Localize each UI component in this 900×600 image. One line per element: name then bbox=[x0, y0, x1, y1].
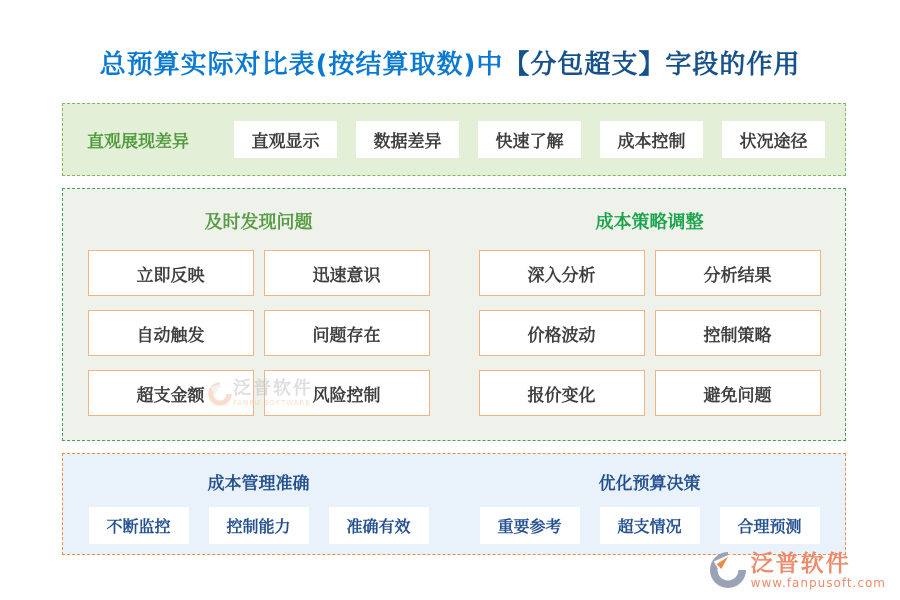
button-quick-understand[interactable]: 快速了解 bbox=[478, 121, 581, 158]
button-risk-control[interactable]: 风险控制 bbox=[264, 370, 430, 416]
logo-text-block bbox=[751, 551, 886, 590]
column-cost-strategy bbox=[454, 189, 845, 440]
button-auto-trigger[interactable]: 自动触发 bbox=[88, 310, 254, 356]
column-budget-decision bbox=[454, 454, 845, 554]
section-visual-difference bbox=[62, 103, 846, 176]
button-important-reference[interactable]: 重要参考 bbox=[480, 507, 580, 544]
column-budget-decision-row bbox=[480, 507, 820, 544]
column-budget-decision-header: 优化预算决策 bbox=[598, 474, 701, 494]
button-analysis-result[interactable]: 分析结果 bbox=[655, 250, 821, 296]
button-data-difference[interactable]: 数据差异 bbox=[356, 121, 459, 158]
button-immediate-reflect[interactable]: 立即反映 bbox=[88, 250, 254, 296]
column-cost-strategy-header: 成本策略调整 bbox=[595, 212, 704, 233]
fanpu-logo[interactable] bbox=[709, 551, 886, 590]
fanpu-logo-mark-icon bbox=[709, 551, 747, 589]
watermark-subtext: FANPU SOFTWARE bbox=[233, 399, 311, 407]
page-title-main: 总预算实际对比表(按结算取数)中 bbox=[99, 50, 504, 80]
button-control-ability[interactable]: 控制能力 bbox=[209, 507, 309, 544]
button-status-channel[interactable]: 状况途径 bbox=[722, 121, 825, 158]
button-price-fluctuation[interactable]: 价格波动 bbox=[479, 310, 645, 356]
button-quote-change[interactable]: 报价变化 bbox=[479, 370, 645, 416]
button-avoid-problem[interactable]: 避免问题 bbox=[655, 370, 821, 416]
section1-label: 直观展现差异 bbox=[87, 132, 189, 152]
button-problem-exists[interactable]: 问题存在 bbox=[264, 310, 430, 356]
button-accurate-effective[interactable]: 准确有效 bbox=[329, 507, 429, 544]
button-control-strategy[interactable]: 控制策略 bbox=[655, 310, 821, 356]
logo-url[interactable]: www.fanpusoft.com bbox=[750, 576, 886, 590]
button-overspend-status[interactable]: 超支情况 bbox=[600, 507, 700, 544]
column-find-problems-grid bbox=[88, 250, 430, 416]
column-cost-strategy-grid bbox=[479, 250, 821, 416]
page-title bbox=[0, 44, 900, 81]
button-visual-display[interactable]: 直观显示 bbox=[234, 121, 337, 158]
button-rapid-awareness[interactable]: 迅速意识 bbox=[264, 250, 430, 296]
column-cost-management-header: 成本管理准确 bbox=[207, 474, 310, 494]
column-cost-management bbox=[63, 454, 454, 554]
button-deep-analysis[interactable]: 深入分析 bbox=[479, 250, 645, 296]
page-title-highlight: 【分包超支】字段的作用 bbox=[503, 50, 801, 80]
column-find-problems bbox=[63, 189, 454, 440]
button-overspend-amount[interactable]: 超支金额 bbox=[88, 370, 254, 416]
button-continuous-monitoring[interactable]: 不断监控 bbox=[89, 507, 189, 544]
logo-text: 泛普软件 bbox=[750, 551, 851, 577]
column-cost-management-row bbox=[89, 507, 429, 544]
button-reasonable-forecast[interactable]: 合理预测 bbox=[720, 507, 820, 544]
section-middle-panel bbox=[62, 188, 846, 441]
section-bottom-panel bbox=[62, 453, 846, 555]
column-find-problems-header: 及时发现问题 bbox=[204, 212, 313, 233]
watermark-text: 泛普软件 bbox=[233, 378, 313, 399]
button-cost-control[interactable]: 成本控制 bbox=[600, 121, 703, 158]
